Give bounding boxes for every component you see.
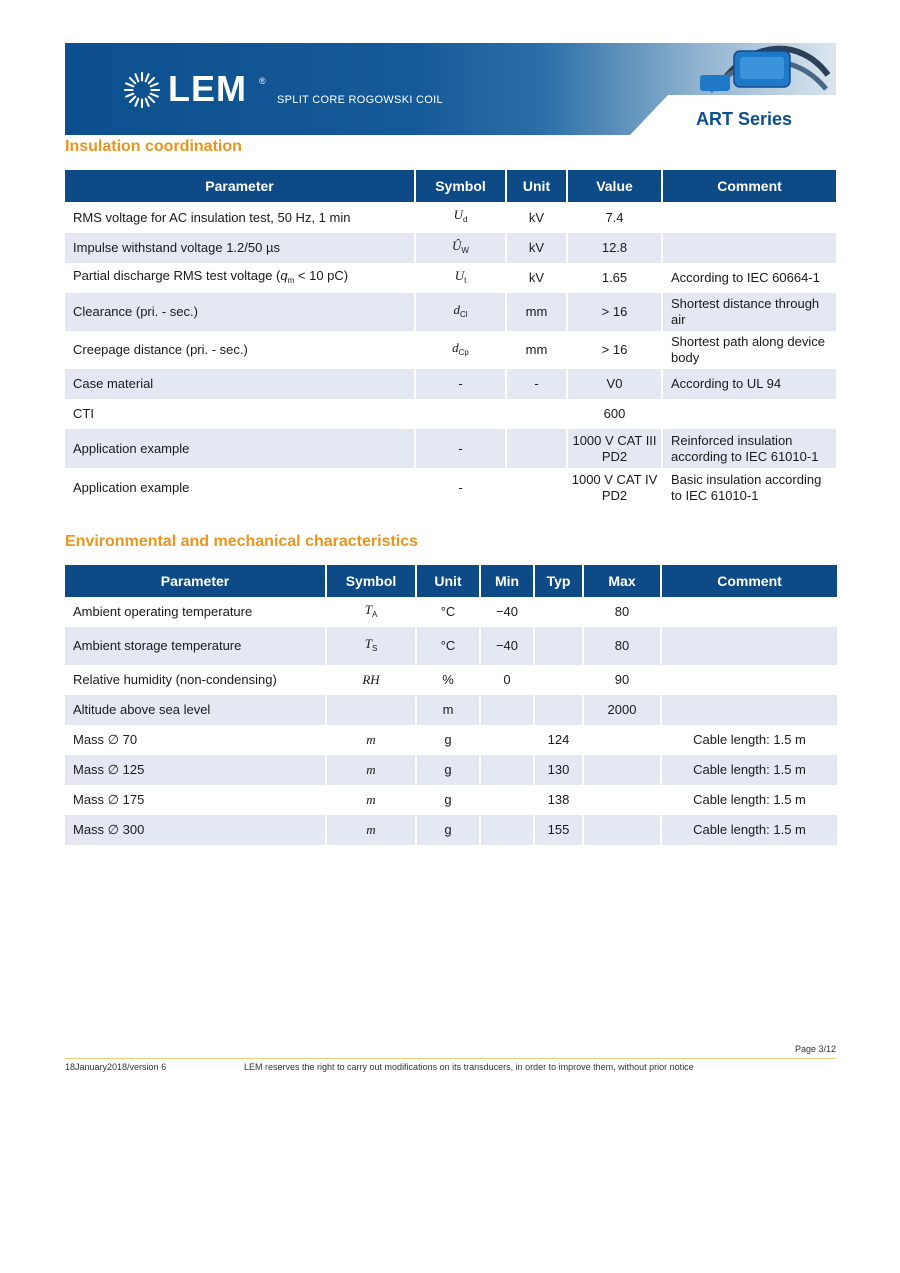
cell-parameter: Impulse withstand voltage 1.2/50 µs xyxy=(65,233,415,263)
col-header-symbol: Symbol xyxy=(326,565,416,597)
cell-max xyxy=(583,725,661,755)
cell-value: 1.65 xyxy=(567,263,662,293)
cell-min xyxy=(480,815,534,845)
footer-disclaimer: LEM reserves the right to carry out modifications on its transducers, in order to improve them, without prior notice xyxy=(244,1062,694,1072)
cell-comment: Basic insulation according to IEC 61010-1 xyxy=(662,468,836,507)
series-name: ART Series xyxy=(696,109,793,129)
table-row xyxy=(65,202,836,233)
col-header-value: Value xyxy=(567,170,662,202)
cell-max: 80 xyxy=(583,627,661,665)
cell-comment: Shortest path along device body xyxy=(662,331,836,369)
cell-value: 12.8 xyxy=(567,233,662,263)
cell-value: > 16 xyxy=(567,331,662,369)
cell-comment: Shortest distance through air xyxy=(662,293,836,331)
cell-unit: g xyxy=(416,785,480,815)
col-header-comment: Comment xyxy=(661,565,837,597)
cell-comment xyxy=(662,233,836,263)
cell-comment: Cable length: 1.5 m xyxy=(661,785,837,815)
cell-symbol xyxy=(415,399,506,429)
cell-parameter: Ambient storage temperature xyxy=(65,627,326,665)
cell-unit: g xyxy=(416,755,480,785)
footer-date: 18January2018/version 6 xyxy=(65,1062,167,1072)
cell-parameter: RMS voltage for AC insulation test, 50 Hz, 1 min xyxy=(65,202,415,233)
table-row xyxy=(65,785,837,815)
cell-parameter: Case material xyxy=(65,369,415,399)
col-header-parameter: Parameter xyxy=(65,565,326,597)
registered-mark: ® xyxy=(259,76,266,86)
cell-symbol: $Û_W$ xyxy=(415,233,506,263)
cell-comment xyxy=(661,597,837,627)
cell-unit: g xyxy=(416,815,480,845)
cell-symbol: $U_t$ xyxy=(415,263,506,293)
insulation-table xyxy=(65,170,836,507)
cell-max xyxy=(583,755,661,785)
cell-parameter: Application example xyxy=(65,468,415,507)
cell-symbol: $U_d$ xyxy=(415,202,506,233)
cell-unit: °C xyxy=(416,597,480,627)
brand-logo-text: LEM xyxy=(168,68,247,109)
cell-comment: According to IEC 60664-1 xyxy=(662,263,836,293)
cell-unit: mm xyxy=(506,331,567,369)
cell-unit: - xyxy=(506,369,567,399)
cell-min xyxy=(480,755,534,785)
cell-min: 0 xyxy=(480,665,534,695)
cell-typ: 155 xyxy=(534,815,583,845)
insulation-header-row xyxy=(65,170,836,202)
cell-unit xyxy=(506,399,567,429)
table-row xyxy=(65,263,836,293)
cell-symbol: m xyxy=(326,725,416,755)
cell-comment xyxy=(661,627,837,665)
cell-unit: kV xyxy=(506,202,567,233)
cell-min xyxy=(480,785,534,815)
cell-parameter: Partial discharge RMS test voltage ($q_m < 10$ pC) xyxy=(65,263,415,293)
environmental-table xyxy=(65,565,837,845)
cell-unit: % xyxy=(416,665,480,695)
cell-typ: 130 xyxy=(534,755,583,785)
footer-divider xyxy=(65,1058,836,1059)
cell-min xyxy=(480,725,534,755)
table-row xyxy=(65,665,837,695)
rogowski-coil-device-icon xyxy=(690,45,830,97)
table-row xyxy=(65,725,837,755)
cell-typ xyxy=(534,597,583,627)
cell-symbol xyxy=(326,695,416,725)
cell-unit xyxy=(506,468,567,507)
cell-comment xyxy=(661,665,837,695)
product-subtitle: SPLIT CORE ROGOWSKI COIL xyxy=(277,94,443,106)
cell-parameter: Clearance (pri. - sec.) xyxy=(65,293,415,331)
cell-comment: Cable length: 1.5 m xyxy=(661,755,837,785)
cell-typ xyxy=(534,627,583,665)
cell-parameter: CTI xyxy=(65,399,415,429)
cell-symbol: - xyxy=(415,468,506,507)
cell-parameter: Application example xyxy=(65,429,415,468)
cell-unit: kV xyxy=(506,263,567,293)
col-header-unit: Unit xyxy=(506,170,567,202)
cell-parameter: Altitude above sea level xyxy=(65,695,326,725)
cell-symbol: $T_S$ xyxy=(326,627,416,665)
col-header-parameter: Parameter xyxy=(65,170,415,202)
cell-parameter: Relative humidity (non-condensing) xyxy=(65,665,326,695)
col-header-max: Max xyxy=(583,565,661,597)
cell-max: 80 xyxy=(583,597,661,627)
cell-value: 1000 V CAT III PD2 xyxy=(567,429,662,468)
cell-max xyxy=(583,815,661,845)
cell-value: 7.4 xyxy=(567,202,662,233)
cell-max: 2000 xyxy=(583,695,661,725)
cell-unit: g xyxy=(416,725,480,755)
lem-sun-logo-icon xyxy=(123,71,161,109)
cell-comment xyxy=(661,695,837,725)
environmental-header-row xyxy=(65,565,837,597)
cell-symbol: RH xyxy=(326,665,416,695)
cell-comment: Cable length: 1.5 m xyxy=(661,815,837,845)
table-row xyxy=(65,695,837,725)
cell-symbol: - xyxy=(415,369,506,399)
cell-symbol: $d_{Cp}$ xyxy=(415,331,506,369)
cell-typ: 138 xyxy=(534,785,583,815)
cell-value: V0 xyxy=(567,369,662,399)
insulation-section-title: Insulation coordination xyxy=(65,138,242,155)
cell-min xyxy=(480,695,534,725)
table-row xyxy=(65,627,837,665)
cell-comment xyxy=(662,202,836,233)
cell-comment: Reinforced insulation according to IEC 61010-1 xyxy=(662,429,836,468)
cell-parameter: Mass ∅ 175 xyxy=(65,785,326,815)
cell-max xyxy=(583,785,661,815)
col-header-unit: Unit xyxy=(416,565,480,597)
col-header-min: Min xyxy=(480,565,534,597)
cell-parameter: Mass ∅ 125 xyxy=(65,755,326,785)
cell-symbol: m xyxy=(326,755,416,785)
cell-unit: °C xyxy=(416,627,480,665)
col-header-comment: Comment xyxy=(662,170,836,202)
cell-value: 1000 V CAT IV PD2 xyxy=(567,468,662,507)
table-row xyxy=(65,293,836,331)
cell-typ: 124 xyxy=(534,725,583,755)
cell-typ xyxy=(534,695,583,725)
table-row xyxy=(65,755,837,785)
cell-symbol: - xyxy=(415,429,506,468)
table-row xyxy=(65,597,837,627)
cell-unit: kV xyxy=(506,233,567,263)
cell-symbol: $d_{Cl}$ xyxy=(415,293,506,331)
col-header-symbol: Symbol xyxy=(415,170,506,202)
cell-value: > 16 xyxy=(567,293,662,331)
cell-min: −40 xyxy=(480,627,534,665)
table-row xyxy=(65,815,837,845)
table-row xyxy=(65,369,836,399)
cell-parameter: Mass ∅ 70 xyxy=(65,725,326,755)
cell-typ xyxy=(534,665,583,695)
cell-symbol: m xyxy=(326,785,416,815)
col-header-typ: Typ xyxy=(534,565,583,597)
cell-max: 90 xyxy=(583,665,661,695)
environmental-section-title: Environmental and mechanical characteristics xyxy=(65,533,419,550)
cell-symbol: m xyxy=(326,815,416,845)
cell-symbol: $T_A$ xyxy=(326,597,416,627)
table-row xyxy=(65,468,836,507)
cell-min: −40 xyxy=(480,597,534,627)
table-row xyxy=(65,233,836,263)
cell-comment xyxy=(662,399,836,429)
page-number: Page 3/12 xyxy=(794,1044,836,1054)
cell-parameter: Creepage distance (pri. - sec.) xyxy=(65,331,415,369)
cell-unit: mm xyxy=(506,293,567,331)
cell-comment: According to UL 94 xyxy=(662,369,836,399)
table-row xyxy=(65,429,836,468)
cell-parameter: Mass ∅ 300 xyxy=(65,815,326,845)
cell-parameter: Ambient operating temperature xyxy=(65,597,326,627)
cell-unit xyxy=(506,429,567,468)
cell-comment: Cable length: 1.5 m xyxy=(661,725,837,755)
table-row xyxy=(65,399,836,429)
table-row xyxy=(65,331,836,369)
cell-unit: m xyxy=(416,695,480,725)
cell-value: 600 xyxy=(567,399,662,429)
